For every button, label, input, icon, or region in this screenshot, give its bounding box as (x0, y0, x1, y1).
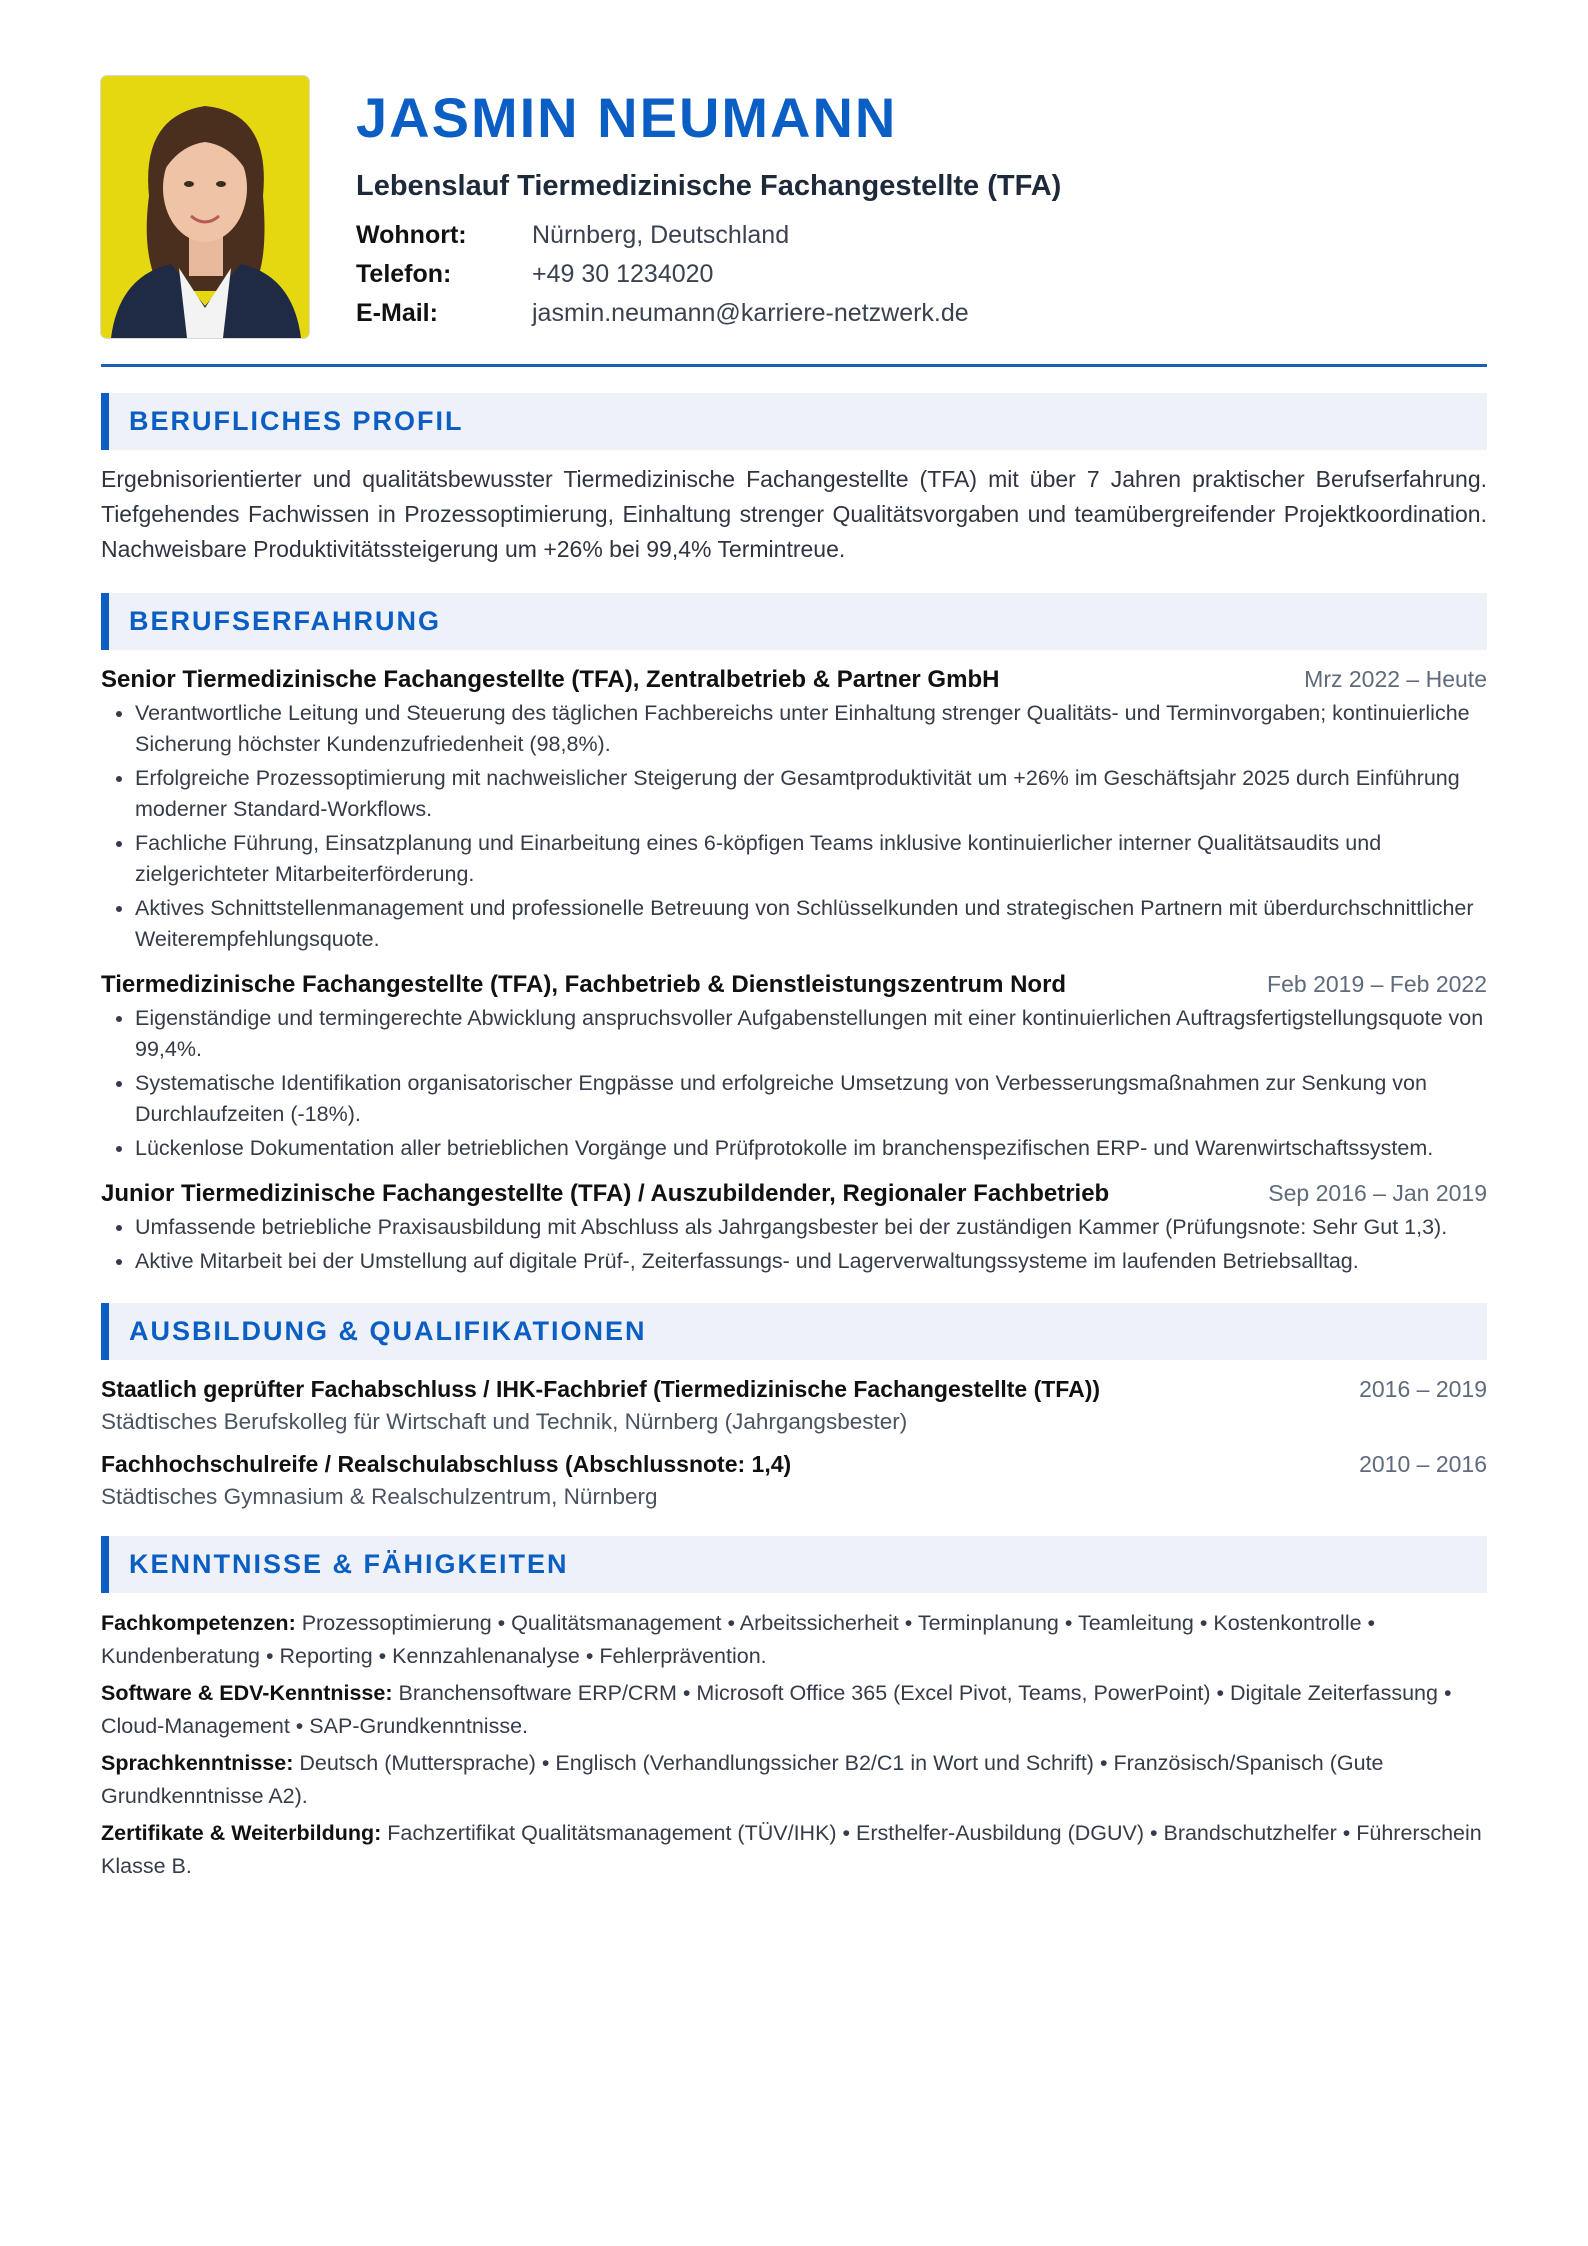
contact-value-residence: Nürnberg, Deutschland (532, 221, 790, 249)
job-date: Feb 2019 – Feb 2022 (1267, 971, 1487, 997)
skill-text: Fachzertifikat Qualitätsmanagement (TÜV/IHK) • Ersthelfer-Ausbildung (DGUV) • Brandschutzhelfer • Führerschein Klasse B. (101, 1821, 1482, 1878)
job-bullet: • Aktives Schnittstellenmanagement und professionelle Betreuung von Schlüsselkunden und strategischen Partnern mit überdurchschnittlicher Weiterempfehlungsquote. (135, 893, 1487, 955)
job-bullets (101, 1003, 1487, 1164)
skill-line (101, 1677, 1487, 1743)
job-bullets (101, 698, 1487, 955)
section-heading-experience (101, 593, 1487, 650)
skill-label: Fachkompetenzen: (101, 1611, 296, 1635)
job-bullet: • Verantwortliche Leitung und Steuerung des täglichen Fachbereichs unter Einhaltung strenger Qualitäts- und Terminvorgaben; kontinuierliche Sicherung höchster Kundenzufriedenheit (98,8%). (135, 698, 1487, 760)
skill-label: Software & EDV-Kenntnisse: (101, 1681, 393, 1705)
contact-info (356, 221, 1061, 328)
section-heading-skills (101, 1536, 1487, 1593)
job-date: Mrz 2022 – Heute (1304, 666, 1487, 692)
education-institution: Städtisches Berufskolleg für Wirtschaft und Technik, Nürnberg (Jahrgangsbester) (101, 1409, 908, 1434)
skill-line (101, 1817, 1487, 1883)
section-title: KENNTNISSE & FÄHIGKEITEN (129, 1549, 569, 1579)
contact-value-email: jasmin.neumann@karriere-netzwerk.de (532, 299, 969, 327)
contact-value-phone: +49 30 1234020 (532, 260, 714, 288)
job-entry (101, 971, 1487, 1164)
skill-text: Branchensoftware ERP/CRM • Microsoft Office 365 (Excel Pivot, Teams, PowerPoint) • Digitale Zeiterfassung • Cloud-Management • SAP-Grundkenntnisse. (101, 1681, 1452, 1738)
education-entry (101, 1376, 1487, 1435)
skill-text: Prozessoptimierung • Qualitätsmanagement • Arbeitssicherheit • Terminplanung • Teamleitung • Kostenkontrolle • Kundenberatung • Reporting • Kennzahlenanalyse • Fehlerprävention. (101, 1611, 1376, 1668)
skill-label: Sprachkenntnisse: (101, 1751, 294, 1775)
document-subtitle: Lebenslauf Tiermedizinische Fachangestellte (TFA) (356, 170, 1062, 202)
job-bullet: • Fachliche Führung, Einsatzplanung und Einarbeitung eines 6-köpfigen Teams inklusive kontinuierlicher interner Qualitätsaudits und zielgerichteter Mitarbeiterförderung. (135, 828, 1487, 890)
skills-list (101, 1607, 1487, 1883)
job-title: Tiermedizinische Fachangestellte (TFA), Fachbetrieb & Dienstleistungszentrum Nord (101, 971, 1067, 998)
profile-photo (101, 76, 309, 338)
job-bullet: • Eigenständige und termingerechte Abwicklung anspruchsvoller Aufgabenstellungen mit einer kontinuierlichen Auftragsfertigstellungsquote von 99,4%. (135, 1003, 1487, 1065)
skill-line (101, 1747, 1487, 1813)
job-bullet: • Umfassende betriebliche Praxisausbildung mit Abschluss als Jahrgangsbester bei der zuständigen Kammer (Prüfungsnote: Sehr Gut 1,3). (135, 1212, 1487, 1243)
contact-label-residence: Wohnort: (356, 221, 467, 249)
profile-text: Ergebnisorientierter und qualitätsbewusster Tiermedizinische Fachangestellte (TFA) mit über 7 Jahren praktischer Berufserfahrung. Tiefgehendes Fachwissen in Prozessoptimierung, Einhaltung strenger Qualitätsvorgaben und teamübergreifender Projektkoordination. Nachweisbare Produktivitätssteigerung um +26% bei 99,4% Termintreue. (101, 466, 1487, 562)
job-bullet: • Erfolgreiche Prozessoptimierung mit nachweislicher Steigerung der Gesamtproduktivität um +26% im Geschäftsjahr 2025 durch Einführung moderner Standard-Workflows. (135, 763, 1487, 825)
header-text (356, 76, 1061, 328)
education-entry (101, 1451, 1487, 1510)
section-title: BERUFLICHES PROFIL (129, 406, 464, 436)
resume-header (101, 76, 1487, 338)
candidate-name: JASMIN NEUMANN (356, 86, 898, 149)
education-date: 2016 – 2019 (1359, 1376, 1487, 1402)
education-title: Staatlich geprüfter Fachabschluss / IHK-Fachbrief (Tiermedizinische Fachangestellte (TFA)) (101, 1376, 1101, 1402)
skill-line (101, 1607, 1487, 1673)
education-institution: Städtisches Gymnasium & Realschulzentrum, Nürnberg (101, 1484, 658, 1509)
job-date: Sep 2016 – Jan 2019 (1268, 1180, 1487, 1206)
contact-label-phone: Telefon: (356, 260, 452, 288)
contact-label-email: E-Mail: (356, 299, 438, 327)
skill-label: Zertifikate & Weiterbildung: (101, 1821, 382, 1845)
section-title: BERUFSERFAHRUNG (129, 606, 442, 636)
job-bullet: • Lückenlose Dokumentation aller betrieblichen Vorgänge und Prüfprotokolle im branchenspezifischen ERP- und Warenwirtschaftssystem. (135, 1133, 1487, 1164)
job-bullets (101, 1212, 1487, 1277)
job-title: Junior Tiermedizinische Fachangestellte (TFA) / Auszubildender, Regionaler Fachbetrieb (101, 1180, 1110, 1207)
section-title: AUSBILDUNG & QUALIFIKATIONEN (129, 1316, 647, 1346)
job-entry (101, 1180, 1487, 1277)
education-date: 2010 – 2016 (1359, 1451, 1487, 1477)
header-divider (101, 364, 1487, 367)
education-title: Fachhochschulreife / Realschulabschluss (Abschlussnote: 1,4) (101, 1451, 792, 1477)
job-entry (101, 666, 1487, 955)
job-title: Senior Tiermedizinische Fachangestellte (TFA), Zentralbetrieb & Partner GmbH (101, 666, 1000, 693)
section-heading-education (101, 1303, 1487, 1360)
job-bullet: • Aktive Mitarbeit bei der Umstellung auf digitale Prüf-, Zeiterfassungs- und Lagerverwaltungssysteme im laufenden Betriebsalltag. (135, 1246, 1487, 1277)
job-bullet: • Systematische Identifikation organisatorischer Engpässe und erfolgreiche Umsetzung von Verbesserungsmaßnahmen zur Senkung von Durchlaufzeiten (-18%). (135, 1068, 1487, 1130)
section-heading-profile (101, 393, 1487, 450)
skill-text: Deutsch (Muttersprache) • Englisch (Verhandlungssicher B2/C1 in Wort und Schrift) • Französisch/Spanisch (Gute Grundkenntnisse A2). (101, 1751, 1384, 1808)
